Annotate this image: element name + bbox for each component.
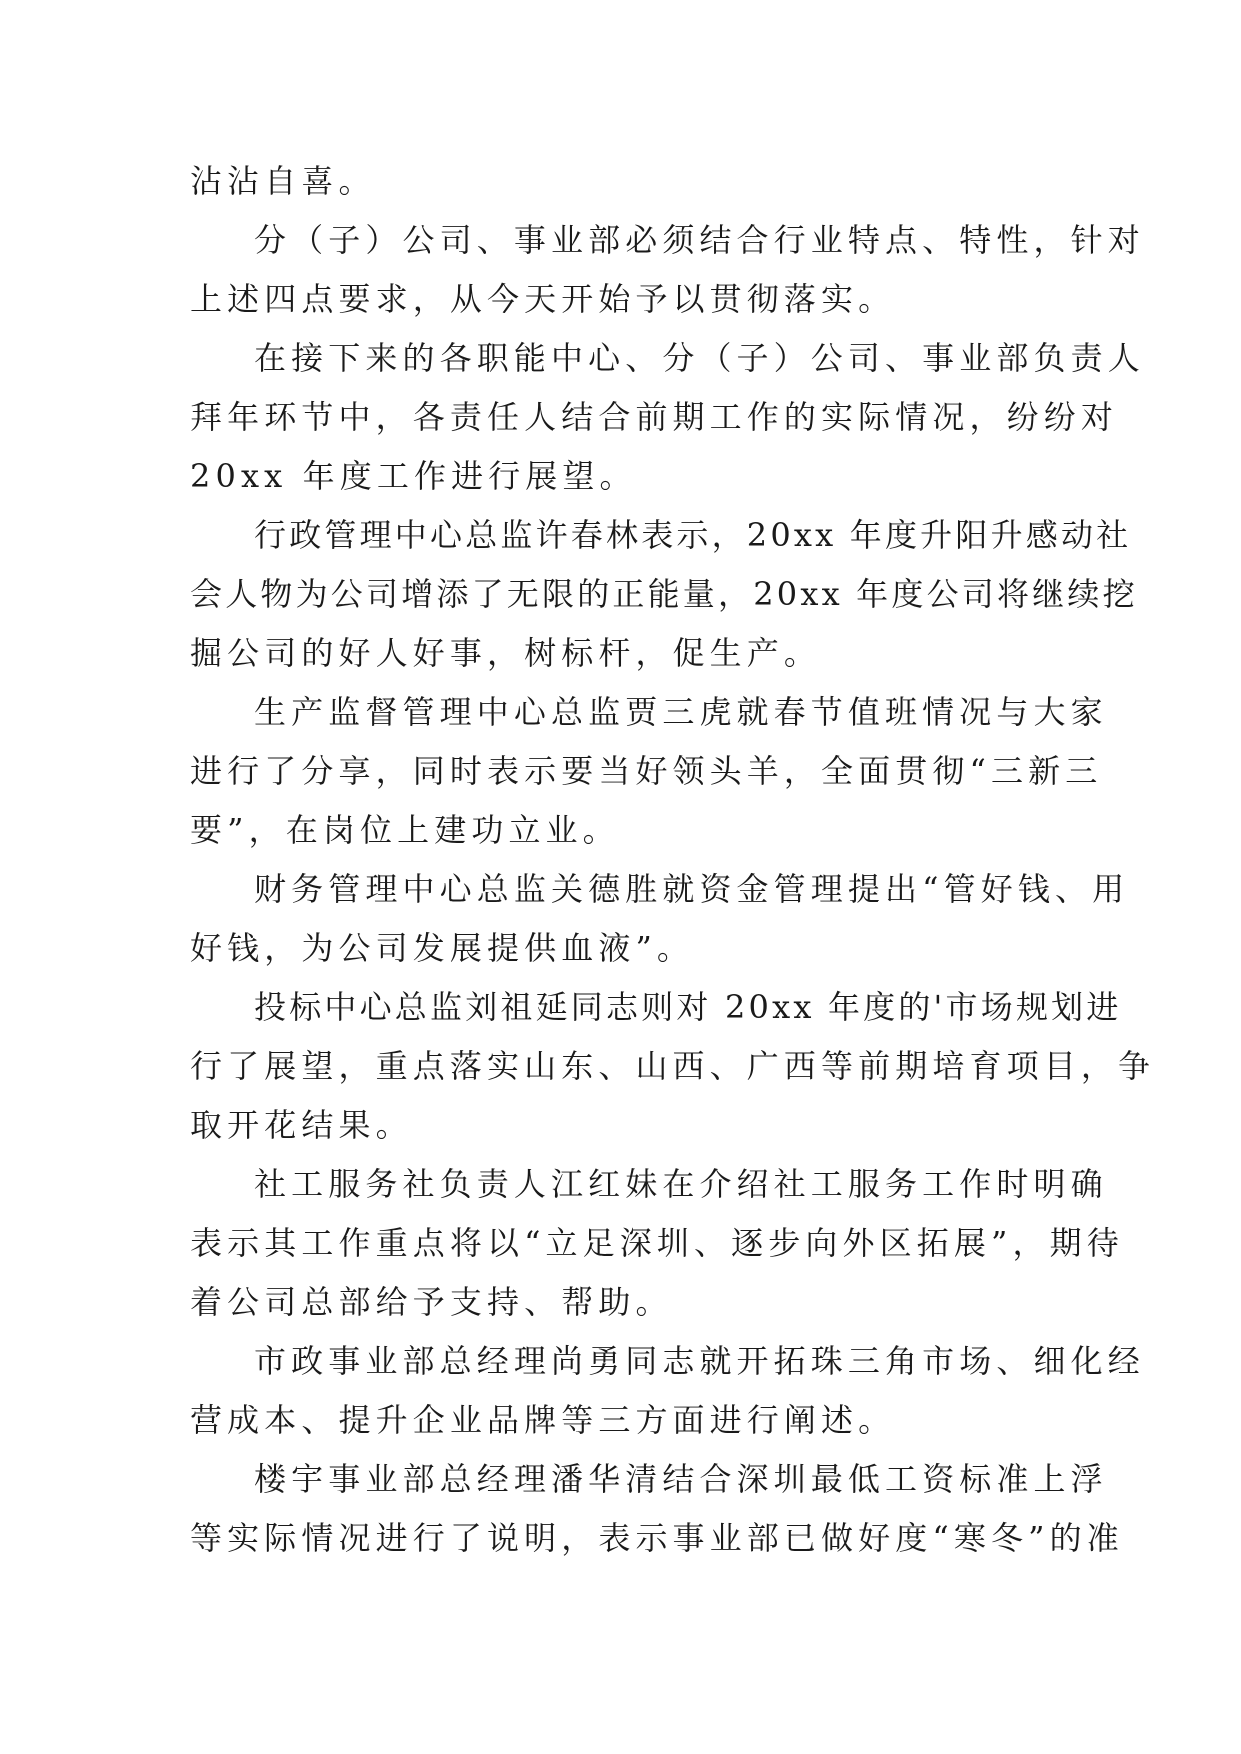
text-line: 沾沾自喜。 [190,162,376,200]
paragraph-first-line: 市政事业部总经理尚勇同志就开拓珠三角市场、细化经 [254,1342,1145,1380]
document-body [190,152,1156,1568]
paragraph-first-line: 投标中心总监刘祖延同志则对 20xx 年度的'市场规划进 [254,988,1122,1026]
paragraph-first-line: 财务管理中心总监关德胜就资金管理提出“管好钱、用 [254,870,1130,908]
text-line: 好钱，为公司发展提供血液”。 [190,929,695,967]
text-line: 行了展望，重点落实山东、山西、广西等前期培育项目，争 [190,1047,1156,1085]
text-line: 20xx 年度工作进行展望。 [190,457,637,495]
text-line: 取开花结果。 [190,1106,413,1144]
paragraph-first-line: 生产监督管理中心总监贾三虎就春节值班情况与大家 [254,693,1108,731]
text-line: 掘公司的好人好事，树标杆，促生产。 [190,634,822,672]
text-line: 等实际情况进行了说明，表示事业部已做好度“寒冬”的准 [190,1519,1124,1557]
paragraph-first-line: 楼宇事业部总经理潘华清结合深圳最低工资标准上浮 [254,1460,1108,1498]
text-line: 会人物为公司增添了无限的正能量，20xx 年度公司将继续挖 [190,575,1138,613]
paragraph-first-line: 在接下来的各职能中心、分（子）公司、事业部负责人 [254,339,1145,377]
text-line: 表示其工作重点将以“立足深圳、逐步向外区拓展”，期待 [190,1224,1124,1262]
paragraph-first-line: 分（子）公司、事业部必须结合行业特点、特性，针对 [254,221,1145,259]
text-line: 着公司总部给予支持、帮助。 [190,1283,673,1321]
text-line: 拜年环节中，各责任人结合前期工作的实际情况，纷纷对 [190,398,1119,436]
text-line: 要”，在岗位上建功立业。 [190,811,620,849]
text-line: 上述四点要求，从今天开始予以贯彻落实。 [190,280,896,318]
text-line: 营成本、提升企业品牌等三方面进行阐述。 [190,1401,896,1439]
text-line: 进行了分享，同时表示要当好领头羊，全面贯彻“三新三 [190,752,1103,790]
paragraph-first-line: 社工服务社负责人江红妹在介绍社工服务工作时明确 [254,1165,1108,1203]
paragraph-first-line: 行政管理中心总监许春林表示，20xx 年度升阳升感动社 [254,516,1132,554]
